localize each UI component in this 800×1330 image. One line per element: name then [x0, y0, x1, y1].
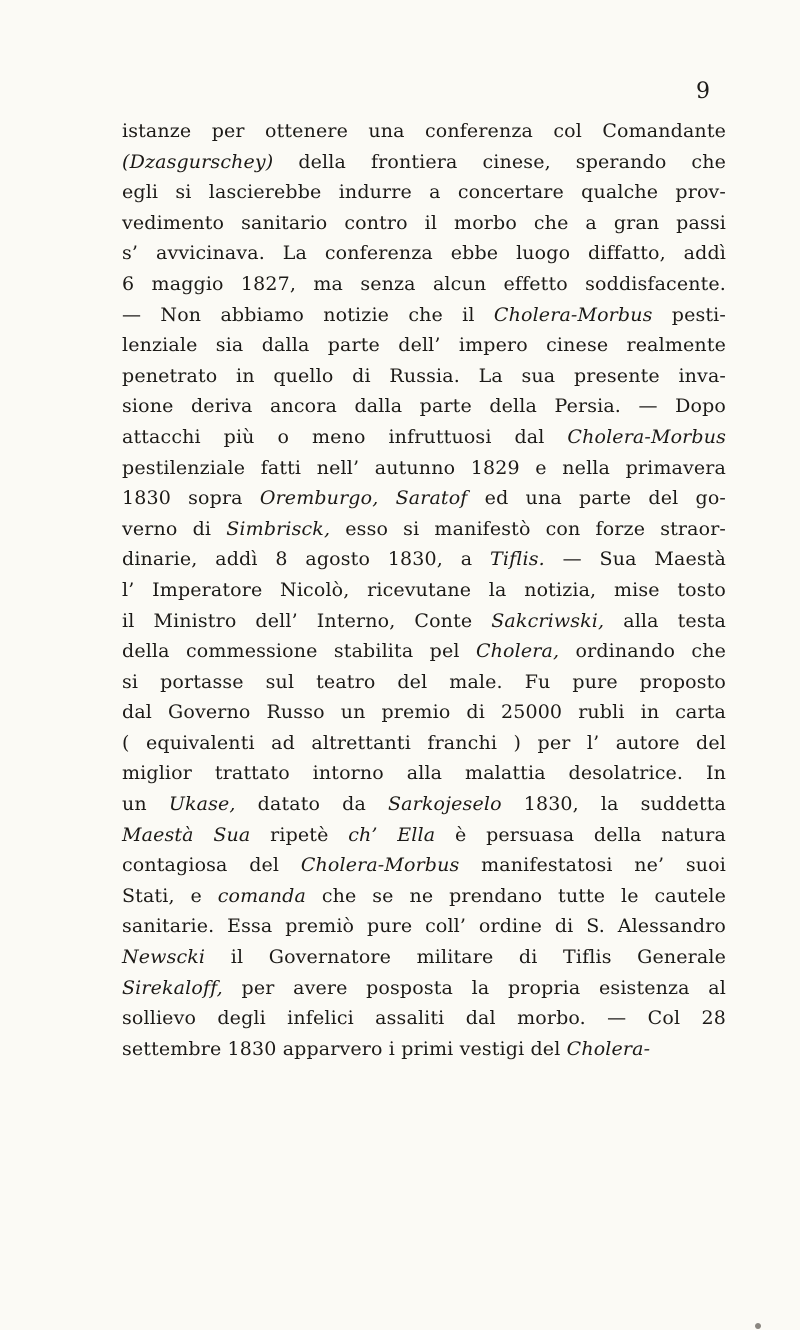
text-line — [122, 850, 726, 881]
text-segment: che se ne prendano tutte le cautele — [305, 884, 727, 907]
text-segment: lenziale sia dalla parte dell’ impero cinese realmente — [122, 334, 726, 357]
text-segment: alla testa — [604, 609, 726, 632]
italic-term: Ukase, — [168, 793, 236, 816]
text-line — [122, 575, 726, 606]
text-line — [122, 544, 726, 575]
text-segment: un — [122, 793, 169, 816]
text-line — [122, 116, 726, 147]
text-segment: miglior trattato intorno alla malattia desolatrice. In — [122, 762, 726, 785]
text-segment: datato da — [235, 793, 388, 816]
text-segment: egli si lascierebbe indurre a concertare qualche prov- — [122, 181, 726, 204]
text-segment: si portasse sul teatro del male. Fu pure proposto — [122, 670, 726, 693]
text-line — [122, 820, 726, 851]
text-segment: dal Governo Russo un premio di 25000 rubli in carta — [122, 701, 726, 724]
text-segment: penetrato in quello di Russia. La sua presente inva- — [122, 364, 726, 387]
italic-term: Cholera, — [475, 640, 560, 663]
text-segment: il Governatore militare di Tiflis Generale — [205, 946, 726, 969]
text-line — [122, 147, 726, 178]
text-segment: ordinando che — [559, 640, 726, 663]
text-segment: ed una parte del go- — [467, 487, 726, 510]
text-line — [122, 300, 726, 331]
italic-term: Sakcriwski, — [491, 609, 605, 632]
text-line — [122, 789, 726, 820]
text-line — [122, 483, 726, 514]
text-line — [122, 177, 726, 208]
text-segment: il Ministro dell’ Interno, Conte — [122, 609, 492, 632]
text-line — [122, 391, 726, 422]
text-line — [122, 667, 726, 698]
text-segment: verno di — [122, 517, 227, 540]
italic-term: ch’ Ella — [348, 823, 436, 846]
italic-term: (Dzasgurschey) — [122, 150, 274, 173]
italic-term: Cholera-Morbus — [493, 303, 653, 326]
text-segment: sollievo degli infelici assaliti dal morbo. — Col 28 — [122, 1007, 726, 1030]
body-text — [122, 116, 726, 1064]
text-line — [122, 942, 726, 973]
text-line — [122, 361, 726, 392]
text-segment: sanitarie. Essa premiò pure coll’ ordine di S. Alessandro — [122, 915, 726, 938]
text-line — [122, 728, 726, 759]
italic-term: Cholera-Morbus — [300, 854, 460, 877]
text-segment: per avere posposta la propria esistenza al — [222, 976, 726, 999]
text-line — [122, 1034, 726, 1065]
text-line — [122, 453, 726, 484]
text-segment: sione deriva ancora dalla parte della Persia. — Dopo — [122, 395, 726, 418]
italic-term: Tiflis. — [490, 548, 545, 571]
text-segment: della frontiera cinese, sperando che — [273, 150, 726, 173]
italic-term: Cholera-Morbus — [567, 425, 726, 448]
text-line — [122, 1003, 726, 1034]
text-segment: settembre 1830 apparvero i primi vestigi del — [122, 1037, 567, 1060]
italic-term: Oremburgo, Saratof — [259, 487, 468, 510]
text-line — [122, 881, 726, 912]
text-segment: 6 maggio 1827, ma senza alcun effetto soddisfacente. — [122, 272, 726, 295]
text-line — [122, 758, 726, 789]
italic-term: Sirekaloff, — [122, 976, 223, 999]
text-segment: manifestatosi ne’ suoi — [459, 854, 726, 877]
text-segment: pesti- — [652, 303, 726, 326]
text-line — [122, 636, 726, 667]
text-line — [122, 208, 726, 239]
text-segment: Stati, e — [122, 884, 218, 907]
text-segment: l’ Imperatore Nicolò, ricevutane la notizia, mise tosto — [122, 578, 726, 601]
italic-term: comanda — [217, 884, 306, 907]
text-segment: della commessione stabilita pel — [122, 640, 476, 663]
text-line — [122, 330, 726, 361]
text-line — [122, 238, 726, 269]
text-segment: ( equivalenti ad altrettanti franchi ) per l’ autore del — [122, 731, 726, 754]
page-number: 9 — [696, 79, 710, 104]
text-line — [122, 422, 726, 453]
text-segment: vedimento sanitario contro il morbo che a gran passi — [122, 211, 726, 234]
text-segment: pestilenziale fatti nell’ autunno 1829 e nella primavera — [122, 456, 726, 479]
text-line — [122, 269, 726, 300]
text-line — [122, 697, 726, 728]
text-segment: attacchi più o meno infruttuosi dal — [122, 425, 568, 448]
italic-term: Cholera- — [566, 1037, 651, 1060]
text-segment: 1830, la suddetta — [501, 793, 727, 816]
text-segment: — Non abbiamo notizie che il — [122, 303, 494, 326]
text-line — [122, 606, 726, 637]
italic-term: Sarkojeselo — [387, 793, 502, 816]
text-segment: contagiosa del — [122, 854, 301, 877]
text-segment: dinarie, addì 8 agosto 1830, a — [122, 548, 491, 571]
text-line — [122, 514, 726, 545]
italic-term: Simbrisck, — [226, 517, 331, 540]
text-segment: 1830 sopra — [122, 487, 260, 510]
text-line — [122, 911, 726, 942]
italic-term: Maestà Sua — [122, 823, 251, 846]
ink-speck — [755, 1323, 761, 1329]
text-segment: istanze per ottenere una conferenza col Comandante — [122, 120, 726, 142]
italic-term: Newscki — [122, 946, 206, 969]
text-segment: è persuasa della natura — [435, 823, 726, 846]
text-line — [122, 973, 726, 1004]
text-segment: esso si manifestò con forze straor- — [330, 517, 726, 540]
text-segment: ripetè — [250, 823, 349, 846]
text-segment: s’ avvicinava. La conferenza ebbe luogo diffatto, addì — [122, 242, 726, 265]
text-segment: — Sua Maestà — [544, 548, 726, 571]
